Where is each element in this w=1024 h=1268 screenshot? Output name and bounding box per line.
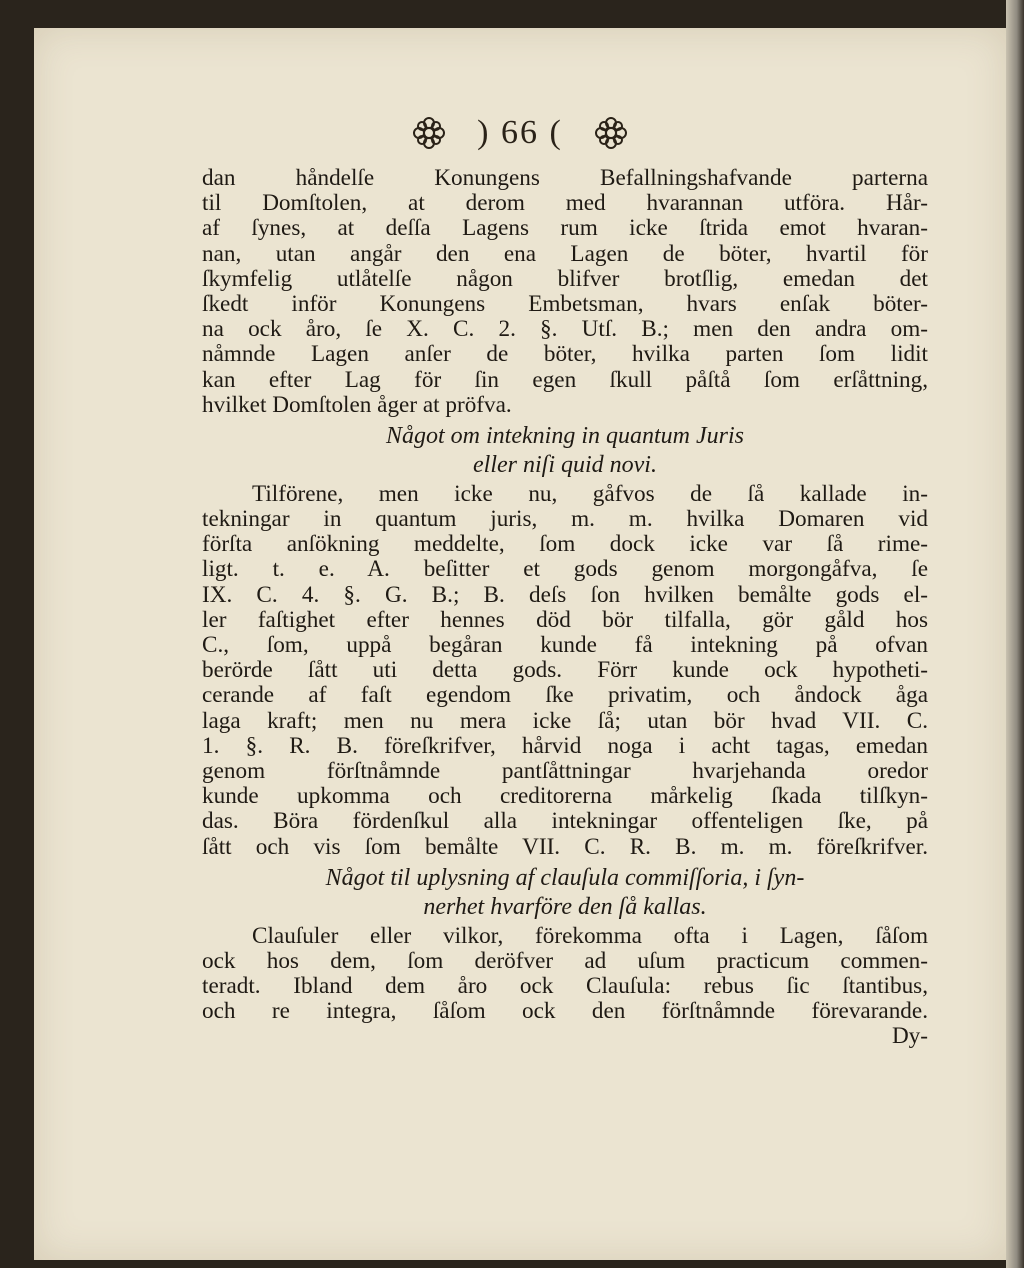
- text-line: das. Böra fördenſkul alla intekningar offenteligen ſke, på: [202, 808, 928, 835]
- paragraph: [202, 166, 928, 418]
- text-line: berörde ſått uti detta gods. Förr kunde ock hypotheti-: [202, 657, 928, 684]
- text-line: nan, utan angår den ena Lagen de böter, hvartil för: [202, 240, 928, 267]
- catchword: Dy-: [891, 1023, 928, 1050]
- text-line: af ſynes, at deſſa Lagens rum icke ſtrida emot hvaran-: [202, 215, 928, 242]
- text-line: hvilket Domſtolen åger at pröfva.: [202, 391, 512, 418]
- text-line: ſkedt inför Konungens Embetsman, hvars enſak böter-: [202, 290, 928, 317]
- page-header: [34, 108, 1006, 158]
- text-line: teradt. Ibland dem åro ock Clauſula: rebus ſic ſtantibus,: [202, 973, 928, 1000]
- text-line: cerande af faſt egendom ſke privatim, och åndock åga: [202, 682, 928, 709]
- text-line: tekningar in quantum juris, m. m. hvilka Domaren vid: [202, 506, 928, 533]
- section-heading: nerhet hvarföre den ſå kallas.: [423, 893, 707, 920]
- scan-border-top: [0, 0, 1024, 28]
- text-line: til Domſtolen, at derom med hvarannan utföra. Hår-: [202, 190, 928, 217]
- text-line: ſått och vis ſom bemålte VII. C. R. B. m. m. föreſkrifver.: [202, 833, 928, 860]
- text-line: laga kraft; men nu mera icke ſå; utan bör hvad VII. C.: [202, 707, 928, 734]
- text-line: na ock åro, ſe X. C. 2. §. Utſ. B.; men den andra om-: [202, 316, 928, 343]
- text-line: 1. §. R. B. föreſkrifver, hårvid noga i acht tagas, emedan: [202, 732, 928, 759]
- scan-border-right: [1006, 0, 1024, 1268]
- text-line: C., ſom, uppå begåran kunde få intekning på ofvan: [202, 632, 928, 658]
- flower-ornament-icon: [593, 115, 629, 151]
- book-page: [34, 28, 1006, 1260]
- section-heading: eller niſi quid novi.: [473, 451, 657, 478]
- text-line: genom förſtnåmnde pantſåttningar hvarjehanda oredor: [202, 757, 928, 784]
- text-line: nåmnde Lagen anſer de böter, hvilka parten ſom lidit: [202, 341, 928, 368]
- section-heading: Något om intekning in quantum Juris: [386, 422, 744, 449]
- text-line: förſta anſökning meddelte, ſom dock icke var ſå rime-: [202, 531, 928, 558]
- text-line: dan håndelſe Konungens Befallningshafvande parterna: [202, 165, 928, 191]
- text-line: ligt. t. e. A. beſitter et gods genom morgongåfva, ſe: [202, 556, 928, 583]
- page-number: ) 66 (: [477, 114, 563, 151]
- text-line: ſkymfelig utlåtelſe någon blifver brotſlig, emedan det: [202, 265, 928, 292]
- text-line: ock hos dem, ſom deröfver ad uſum practicum commen-: [202, 947, 928, 974]
- text-line: och re integra, ſåſom ock den förſtnåmnde förevarande.: [202, 998, 928, 1025]
- text-line: kan efter Lag för ſin egen ſkull påſtå ſom erſåttning,: [202, 366, 928, 393]
- text-line: ler faſtighet efter hennes död bör tilfalla, gör gåld hos: [202, 606, 928, 633]
- section-heading: Något til uplysning af clauſula commiſſoria, i ſyn-: [325, 864, 805, 891]
- flower-ornament-icon: [411, 115, 447, 151]
- paragraph: [202, 924, 928, 1025]
- page-body: [202, 166, 928, 1050]
- paragraph: [202, 482, 928, 860]
- text-line: IX. C. 4. §. G. B.; B. deſs ſon hvilken bemålte gods el-: [202, 581, 928, 608]
- text-line: Clauſuler eller vilkor, förekomma ofta i Lagen, ſåſom: [252, 922, 928, 949]
- text-line: kunde upkomma och creditorerna mårkelig ſkada tilſkyn-: [202, 783, 928, 810]
- text-line: Tilförene, men icke nu, gåfvos de ſå kallade in-: [252, 480, 928, 507]
